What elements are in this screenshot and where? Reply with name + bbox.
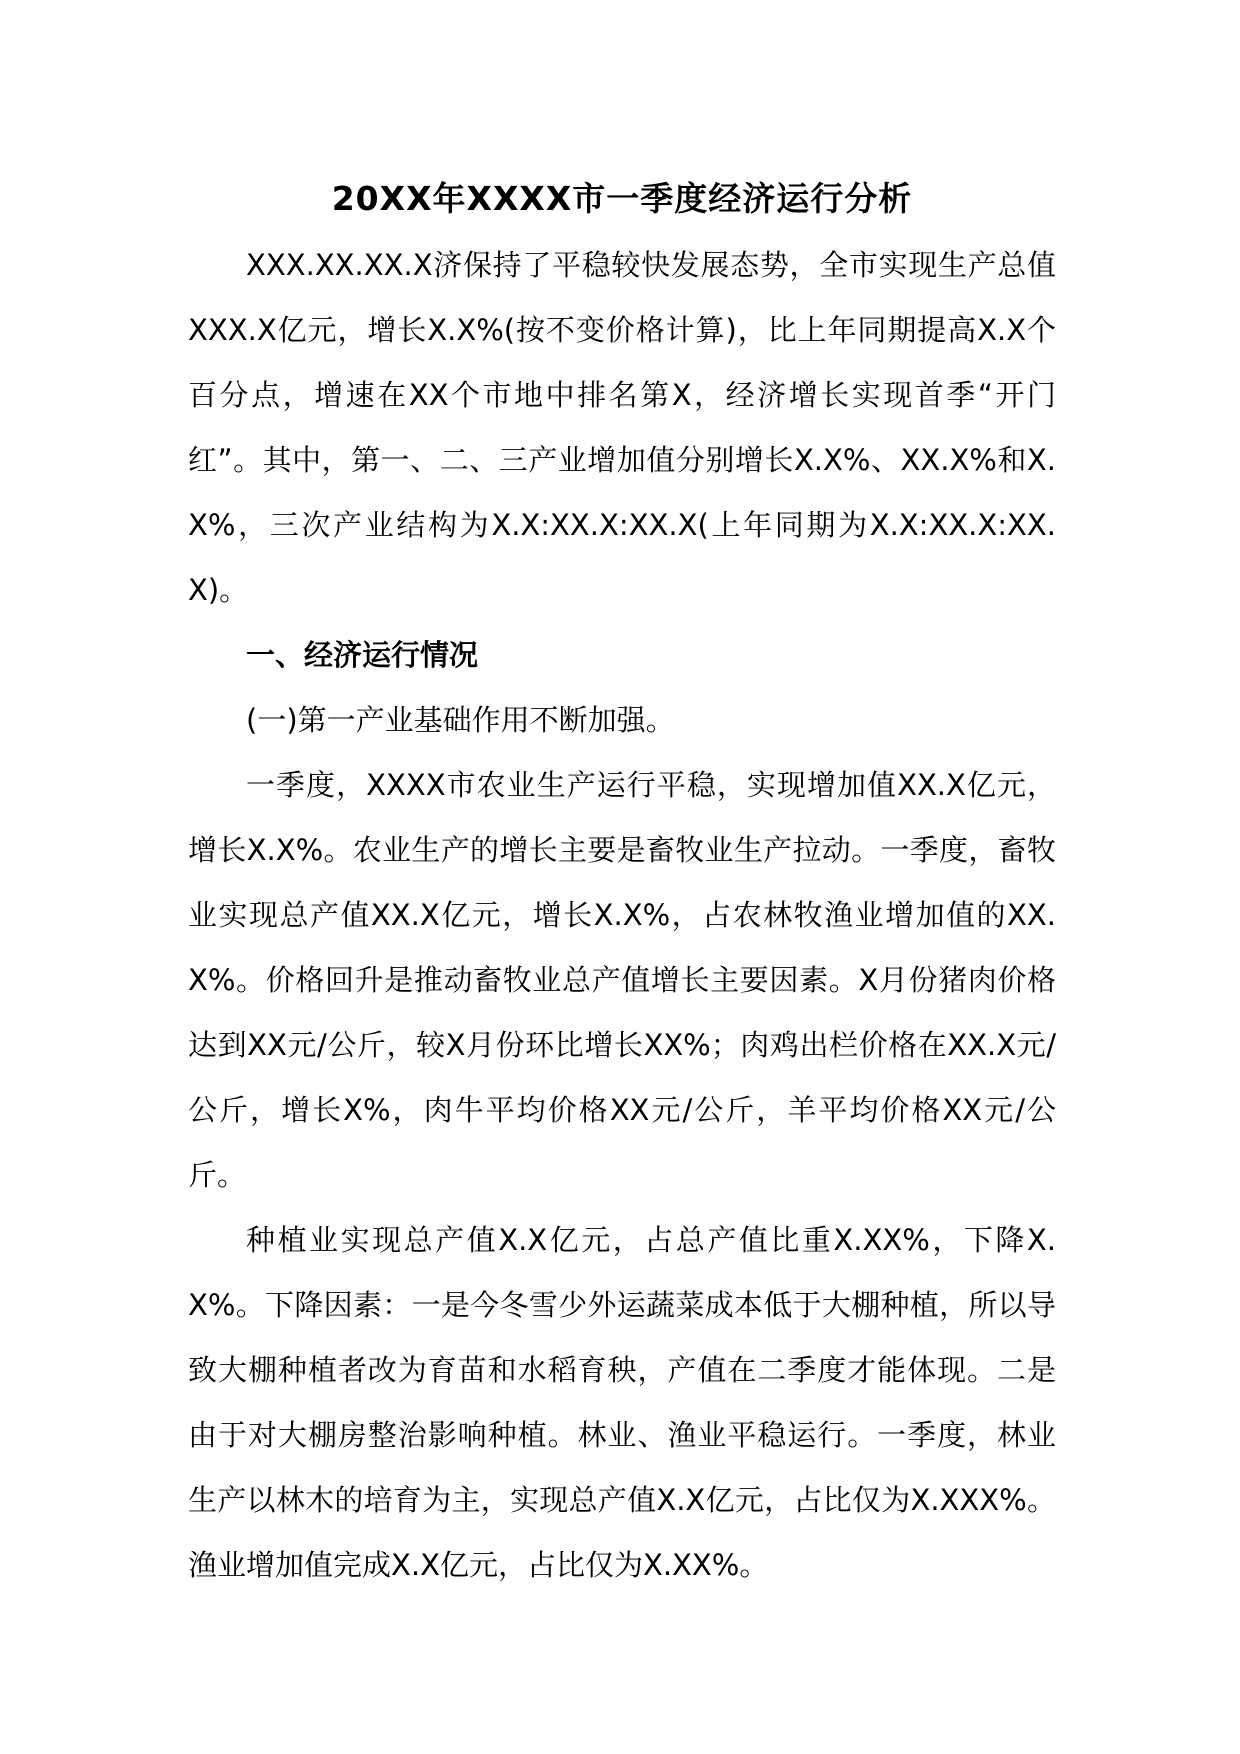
planting-paragraph: 种植业实现总产值X.X亿元，占总产值比重X.XX%，下降X.X%。下降因素：一是今冬雪少外运蔬菜成本低于大棚种植，所以导致大棚种植者改为育苗和水稻育秧，产值在二季度才能体现。二是由于对大棚房整治影响种植。林业、渔业平稳运行。一季度，林业生产以林木的培育为主，实现总产值X.X亿元，占比仅为X.XXX%。渔业增加值完成X.X亿元，占比仅为X.XX%。 <box>188 1223 1056 1582</box>
document-title: 20XX年XXXX市一季度经济运行分析 <box>331 179 913 218</box>
section-heading-economic-operation: 一、经济运行情况 <box>246 638 479 672</box>
subsection-heading-primary-industry: (一)第一产业基础作用不断加强。 <box>246 703 675 737</box>
intro-paragraph: XXX.XX.XX.X济保持了平稳较快发展态势，全市实现生产总值XXX.X亿元，增长X.X%(按不变价格计算)，比上年同期提高X.X个百分点，增速在XX个市地中排名第X，经济增长实现首季“开门红”。其中，第一、二、三产业增加值分别增长X.X%、XX.X%和X.X%，三次产业结构为X.X:XX.X:XX.X(上年同期为X.X:XX.X:XX.X)。 <box>188 248 1056 607</box>
document-body <box>188 173 1056 1598</box>
agriculture-paragraph: 一季度，XXXX市农业生产运行平稳，实现增加值XX.X亿元，增长X.X%。农业生产的增长主要是畜牧业生产拉动。一季度，畜牧业实现总产值XX.X亿元，增长X.X%，占农林牧渔业增加值的XX.X%。价格回升是推动畜牧业总产值增长主要因素。X月份猪肉价格达到XX元/公斤，较X月份环比增长XX%；肉鸡出栏价格在XX.X元/公斤，增长X%，肉牛平均价格XX元/公斤，羊平均价格XX元/公斤。 <box>188 768 1056 1192</box>
